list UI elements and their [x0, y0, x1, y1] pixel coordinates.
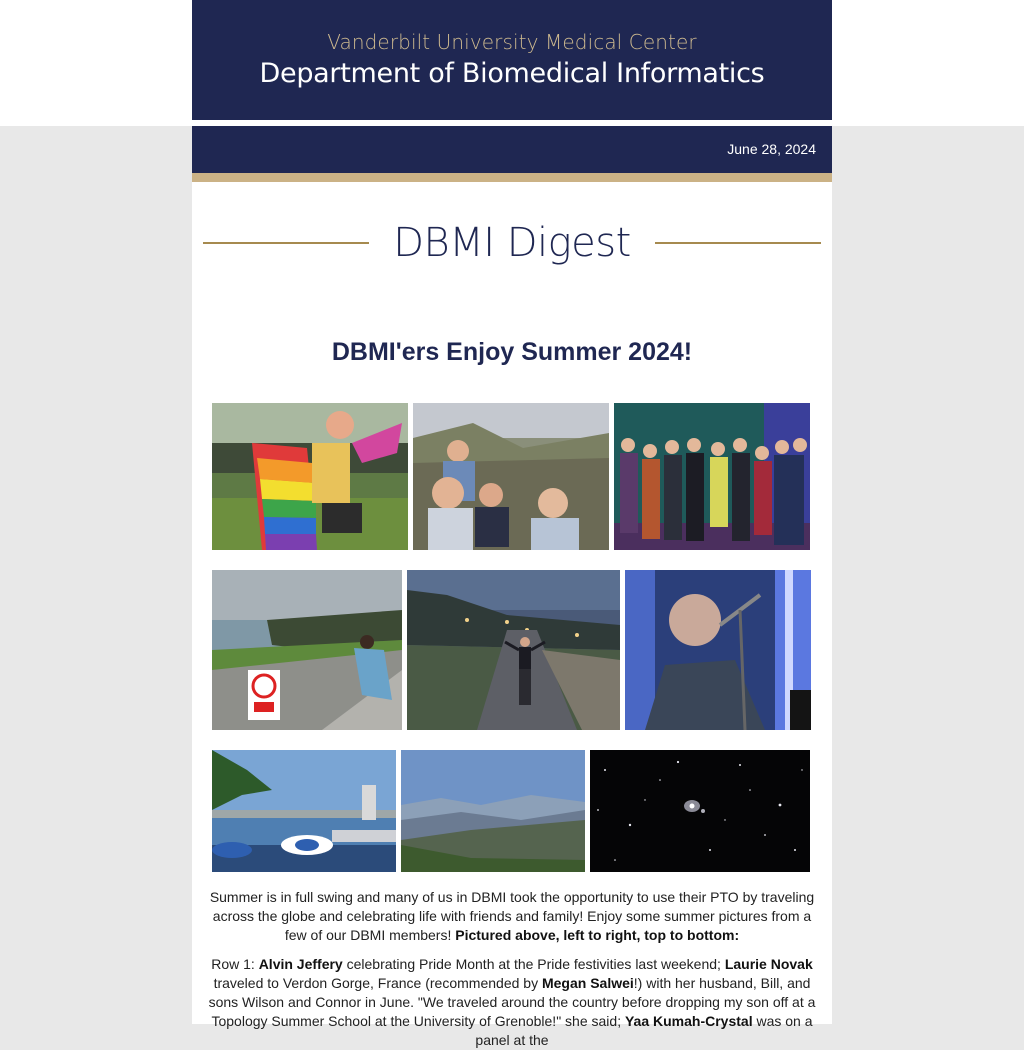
- sea-cliffs-photo: [212, 570, 402, 730]
- row1-caption-paragraph: [206, 955, 818, 1050]
- caption-text: was on a panel at the: [475, 1013, 813, 1048]
- intro-paragraph: [206, 888, 818, 945]
- person-name: Megan Salwei: [541, 975, 634, 991]
- panel-group-photo: [614, 403, 810, 550]
- intro-bold-text: Pictured above, left to right, top to bottom:: [455, 927, 740, 943]
- department-name: Department of Biomedical Informatics: [259, 58, 765, 89]
- title-rule-right: [655, 242, 821, 244]
- newsletter-content: [192, 182, 832, 1048]
- person-name: Alvin Jeffery: [258, 956, 343, 972]
- row1-prefix: Row 1:: [211, 956, 259, 972]
- person-name: Yaa Kumah-Crystal: [624, 1013, 753, 1029]
- mountain-vista-photo: [401, 750, 585, 872]
- article-headline: DBMI'ers Enjoy Summer 2024!: [331, 338, 693, 366]
- caption-text: traveled to Verdon Gorge, France (recommended by: [213, 975, 542, 991]
- gold-divider: [192, 173, 832, 182]
- concert-singer-photo: [625, 570, 811, 730]
- issue-date: June 28, 2024: [727, 141, 816, 157]
- header-banner: [192, 0, 832, 120]
- institution-name: Vanderbilt University Medical Center: [327, 30, 697, 54]
- pride-festival-photo: [212, 403, 408, 550]
- beach-umbrellas-photo: [212, 750, 396, 872]
- caption-text: !) with her husband, Bill, and sons Wilson and Connor in June. "We traveled around the country before dropping my son off at a Topology Summer School at the University of Grenoble!" she said;: [208, 975, 816, 1029]
- date-bar: [192, 126, 832, 173]
- person-name: Laurie Novak: [724, 956, 813, 972]
- verdon-gorge-selfie-photo: [413, 403, 609, 550]
- intro-text: Summer is in full swing and many of us in DBMI took the opportunity to use their PTO by traveling across the globe and celebrating life with friends and family! Enjoy some summer pictures from a few of our DBMI members!: [209, 889, 815, 943]
- coastal-road-photo: [407, 570, 620, 730]
- newsletter-title: DBMI Digest: [393, 220, 631, 266]
- caption-text: celebrating Pride Month at the Pride festivities last weekend;: [342, 956, 725, 972]
- night-sky-galaxy-photo: [590, 750, 810, 872]
